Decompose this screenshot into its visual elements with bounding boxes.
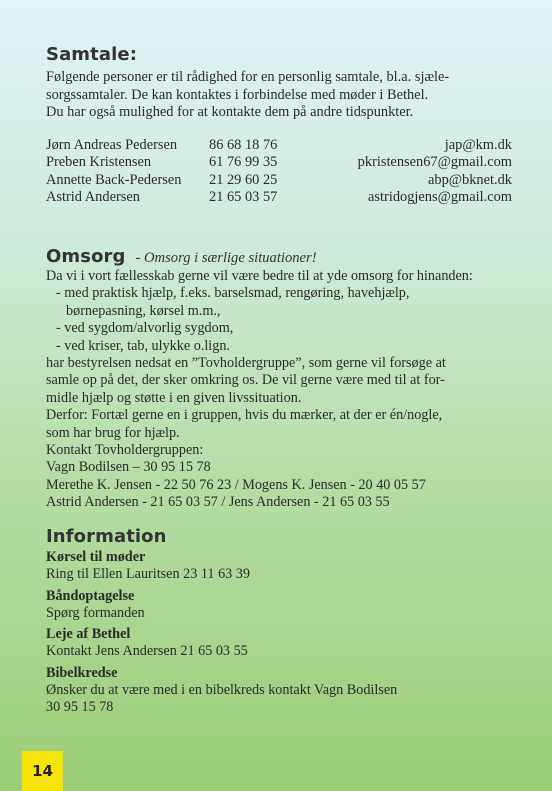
page-number-badge: [22, 751, 63, 791]
omsorg-line: har bestyrelsen nedsat en ”Tovholdergruppe”, som gerne vil forsøge at: [46, 355, 446, 372]
info-label: Båndoptagelse: [46, 587, 135, 604]
info-value: Spørg formanden: [46, 604, 145, 621]
omsorg-contact-line: Astrid Andersen - 21 65 03 57 / Jens Andersen - 21 65 03 55: [46, 494, 390, 511]
info-item: [46, 665, 512, 717]
contact-email: pkristensen67@gmail.com: [357, 154, 512, 171]
omsorg-heading-row: [46, 246, 317, 267]
contact-row: [46, 154, 512, 171]
contact-list: [46, 137, 512, 206]
samtale-heading: Samtale:: [46, 44, 137, 65]
contact-row: [46, 189, 512, 206]
omsorg-line: samle op på det, der sker omkring os. De vil gerne være med til at for-: [46, 372, 445, 389]
info-value: 30 95 15 78: [46, 699, 114, 715]
info-label: Bibelkredse: [46, 664, 118, 681]
contact-name: Astrid Andersen: [46, 188, 140, 205]
contact-row: [46, 172, 512, 189]
info-value: Ring til Ellen Lauritsen 23 11 63 39: [46, 566, 250, 582]
contact-name: Jørn Andreas Pedersen: [46, 137, 178, 153]
contact-email: astridogjens@gmail.com: [368, 188, 512, 205]
omsorg-heading: Omsorg: [46, 246, 126, 267]
omsorg-bullet: - med praktisk hjælp, f.eks. barselsmad, rengøring, havehjælp,: [56, 285, 410, 302]
omsorg-contact-line: Vagn Bodilsen – 30 95 15 78: [46, 459, 211, 476]
contact-name: Preben Kristensen: [46, 154, 152, 171]
information-heading: Information: [46, 526, 167, 547]
contact-phone: 21 29 60 25: [209, 171, 278, 188]
info-item: [46, 549, 512, 584]
omsorg-line: Kontakt Tovholdergruppen:: [46, 442, 204, 459]
omsorg-bullet: - ved kriser, tab, ulykke o.lign.: [56, 337, 230, 354]
contact-phone: 21 65 03 57: [209, 188, 278, 205]
contact-name: Annette Back-Pedersen: [46, 171, 182, 188]
omsorg-bullet: - ved sygdom/alvorlig sygdom,: [56, 320, 234, 337]
intro-line: sorgssamtaler. De kan kontaktes i forbindelse med møder i Bethel.: [46, 86, 429, 103]
omsorg-line: Derfor: Fortæl gerne en i gruppen, hvis du mærker, at der er én/nogle,: [46, 407, 443, 424]
contact-email: jap@km.dk: [444, 137, 512, 153]
omsorg-body: [46, 268, 516, 512]
page-number: 14: [32, 762, 53, 780]
info-label: Leje af Bethel: [46, 626, 131, 642]
omsorg-bullet-continued: børnepasning, kørsel m.m.,: [66, 302, 221, 319]
omsorg-line: Da vi i vort fællesskab gerne vil være bedre til at yde omsorg for hinanden:: [46, 268, 473, 284]
info-value: Ønsker du at være med i en bibelkreds kontakt Vagn Bodilsen: [46, 681, 398, 698]
info-item: [46, 588, 512, 623]
omsorg-line: som har brug for hjælp.: [46, 424, 180, 441]
contact-phone: 61 76 99 35: [209, 154, 278, 171]
info-value: Kontakt Jens Andersen 21 65 03 55: [46, 643, 248, 659]
omsorg-contact-line: Merethe K. Jensen - 22 50 76 23 / Mogens K. Jensen - 20 40 05 57: [46, 476, 426, 493]
contact-row: [46, 137, 512, 154]
contact-email: abp@bknet.dk: [428, 171, 512, 188]
samtale-intro: [46, 69, 512, 122]
intro-line: Du har også mulighed for at kontakte dem på andre tidspunkter.: [46, 104, 414, 120]
info-label: Kørsel til møder: [46, 549, 146, 565]
intro-line: Følgende personer er til rådighed for en personlig samtale, bl.a. sjæle-: [46, 69, 450, 85]
omsorg-subtitle: - Omsorg i særlige situationer!: [135, 250, 317, 266]
info-item: [46, 626, 512, 661]
omsorg-line: midle hjælp og støtte i en given livssituation.: [46, 389, 302, 406]
contact-phone: 86 68 18 76: [209, 137, 278, 153]
information-list: [46, 549, 512, 721]
